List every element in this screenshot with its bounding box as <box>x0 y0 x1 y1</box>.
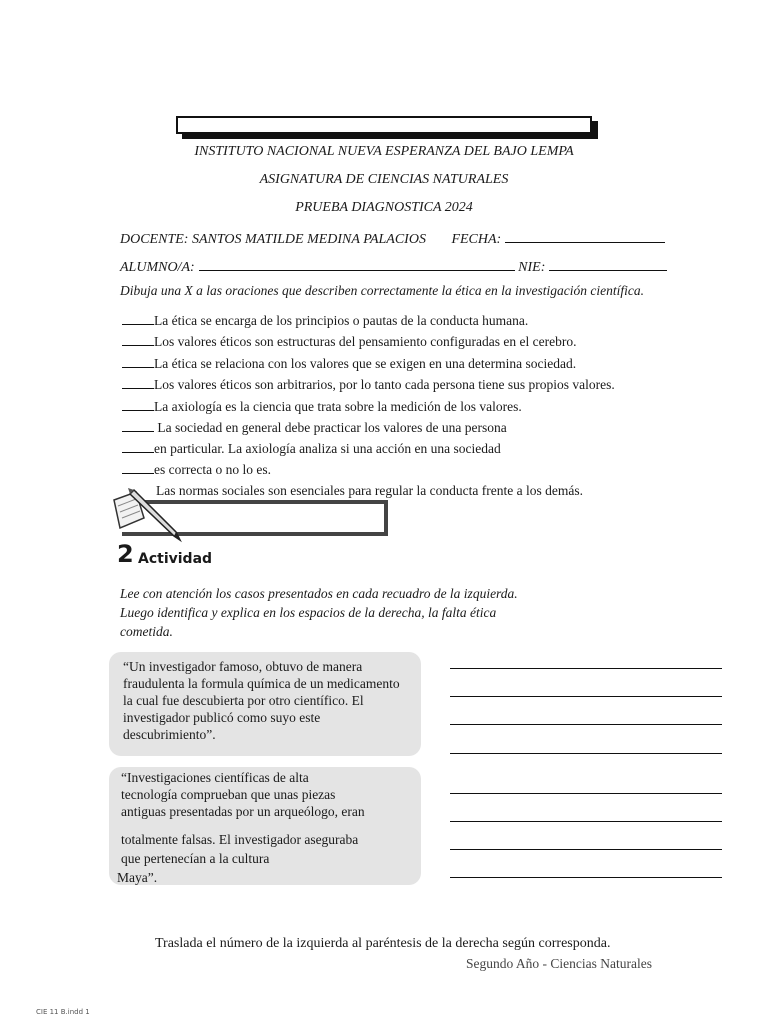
list-item: Los valores éticos son estructuras del pensamiento configuradas en el cerebro. <box>122 333 576 350</box>
answer-blank[interactable] <box>122 312 154 325</box>
exam-title: PRUEBA DIAGNOSTICA 2024 <box>295 200 473 215</box>
list-item: La ética se relaciona con los valores que se exigen en una determina sociedad. <box>122 355 576 372</box>
institute-name: INSTITUTO NACIONAL NUEVA ESPERANZA DEL BAJO LEMPA <box>194 144 574 159</box>
list-item: Las normas sociales son esenciales para regular la conducta frente a los demás. <box>156 483 583 498</box>
answer-line[interactable] <box>450 849 722 850</box>
activity2-title: Actividad <box>138 551 213 567</box>
list-item: en particular. La axiología analiza si una acción en una sociedad <box>122 440 501 457</box>
nie-label: NIE: <box>518 260 546 275</box>
answer-line[interactable] <box>450 668 722 669</box>
answer-line[interactable] <box>450 821 722 822</box>
course-footer: Segundo Año - Ciencias Naturales <box>466 956 652 971</box>
header-bar <box>176 116 592 134</box>
answer-blank[interactable] <box>122 398 154 411</box>
student-name-field[interactable] <box>199 256 515 271</box>
list-item: La axiología es la ciencia que trata sobre la medición de los valores. <box>122 398 522 415</box>
answer-blank[interactable] <box>122 355 154 368</box>
date-label: FECHA: <box>451 232 502 247</box>
student-label: ALUMNO/A: <box>120 260 195 275</box>
answer-blank[interactable] <box>122 376 154 389</box>
answer-blank[interactable] <box>122 333 154 346</box>
file-reference: CIE 11 B.indd 1 <box>36 1008 90 1016</box>
pencil-note-icon <box>108 488 184 544</box>
case-box-2: “Investigaciones científicas de alta tecnología comprueban que unas piezas antiguas presentadas por un arqueólogo, eran totalmente falsas. El investigador aseguraba que pertenecían a la cultura Maya”. <box>109 767 421 885</box>
teacher-name: DOCENTE: SANTOS MATILDE MEDINA PALACIOS <box>120 232 426 247</box>
answer-blank[interactable] <box>122 461 154 474</box>
student-line <box>120 256 667 276</box>
answer-blank[interactable] <box>122 440 154 453</box>
answer-line[interactable] <box>450 696 722 697</box>
list-item: Los valores éticos son arbitrarios, por lo tanto cada persona tiene sus propios valores. <box>122 376 615 393</box>
activity1-instruction: Dibuja una X a las oraciones que describen correctamente la ética en la investigación científica. <box>120 283 645 298</box>
answer-line[interactable] <box>450 877 722 878</box>
nie-field[interactable] <box>549 256 667 271</box>
answer-line[interactable] <box>450 724 722 725</box>
activity2-instruction: Lee con atención los casos presentados en cada recuadro de la izquierda. Luego identifica y explica en los espacios de la derecha, la falta ética cometida. <box>120 586 518 639</box>
list-item: La sociedad en general debe practicar los valores de una persona <box>122 419 507 436</box>
answer-line[interactable] <box>450 793 722 794</box>
date-field[interactable] <box>505 228 665 243</box>
answer-line[interactable] <box>450 753 722 754</box>
subject-title: ASIGNATURA DE CIENCIAS NATURALES <box>259 172 509 187</box>
list-item: La ética se encarga de los principios o pautas de la conducta humana. <box>122 312 528 329</box>
activity3-instruction: Traslada el número de la izquierda al paréntesis de la derecha según corresponda. <box>155 936 611 951</box>
case-box-1: “Un investigador famoso, obtuvo de manera fraudulenta la formula química de un medicamento la cual fue descubierta por otro científico. El investigador publicó como suyo este descubrimiento”. <box>109 652 421 756</box>
teacher-line <box>120 228 665 248</box>
activity2-number: 2 <box>117 540 134 568</box>
answer-blank[interactable] <box>122 419 154 432</box>
list-item: es correcta o no lo es. <box>122 461 271 478</box>
